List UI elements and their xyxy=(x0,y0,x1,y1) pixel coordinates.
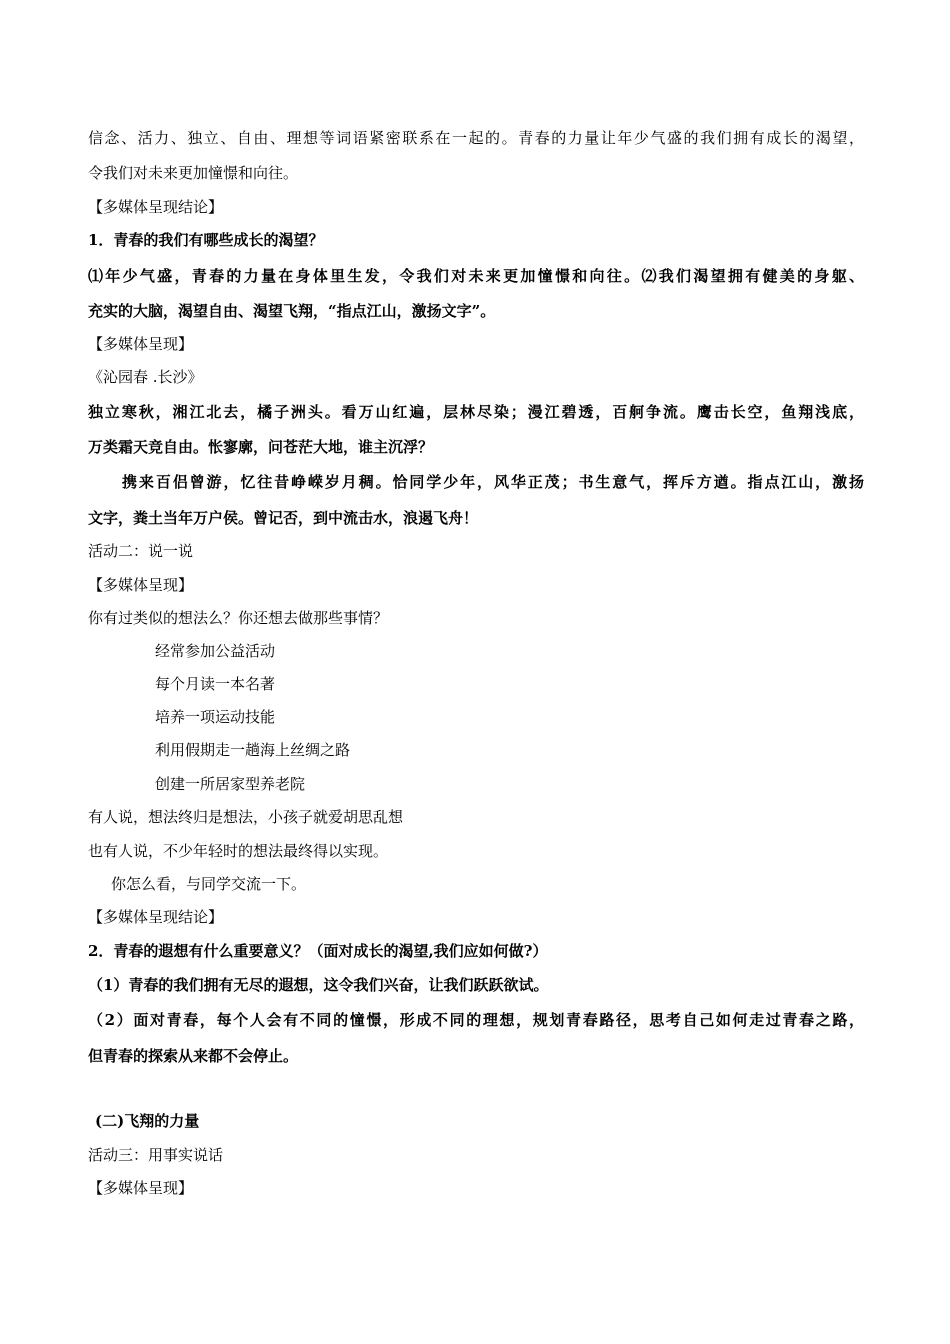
activity-heading: 活动三：用事实说话 xyxy=(88,1146,224,1164)
paragraph-line: 也有人说，不少年轻时的想法最终得以实现。 xyxy=(88,842,389,860)
section-heading: 【多媒体呈现】 xyxy=(88,576,194,594)
poem-line: 文字，粪土当年万户侯。曾记否，到中流击水，浪遏飞舟！ xyxy=(88,509,479,527)
list-item: 培养一项运动技能 xyxy=(155,708,276,726)
answer-line: 但青春的探索从来都不会停止。 xyxy=(88,1047,299,1065)
paragraph-line: 你怎么看，与同学交流一下。 xyxy=(111,875,307,893)
list-item: 利用假期走一趟海上丝绸之路 xyxy=(155,741,351,759)
list-item: 创建一所居家型养老院 xyxy=(155,775,306,793)
paragraph-line: 信念、活力、独立、自由、理想等词语紧密联系在一起的。青春的力量让年少气盛的我们拥有成长的渴望， xyxy=(88,129,864,147)
poem-title: 《沁园春 .长沙》 xyxy=(88,368,203,386)
section-heading: 【多媒体呈现结论】 xyxy=(88,908,224,926)
question-heading: 2．青春的遐想有什么重要意义？（面对成长的渴望,我们应如何做?） xyxy=(88,942,548,960)
question-text: 你有过类似的想法么？你还想去做那些事情？ xyxy=(88,609,389,627)
list-item: 经常参加公益活动 xyxy=(155,642,276,660)
answer-line: 充实的大脑，渴望自由、渴望飞翔，“指点江山，激扬文字”。 xyxy=(88,302,496,320)
section-heading: 【多媒体呈现结论】 xyxy=(88,198,224,216)
answer-line: （1）青春的我们拥有无尽的遐想，这令我们兴奋，让我们跃跃欲试。 xyxy=(88,976,549,994)
list-item: 每个月读一本名著 xyxy=(155,675,276,693)
paragraph-line: 令我们对未来更加憧憬和向往。 xyxy=(88,164,299,182)
answer-line: ⑴年少气盛，青春的力量在身体里生发，令我们对未来更加憧憬和向往。⑵我们渴望拥有健美的身躯、 xyxy=(88,267,864,285)
section-heading: 【多媒体呈现】 xyxy=(88,335,194,353)
poem-line: 万类霜天竞自由。怅寥廓，问苍茫大地，谁主沉浮？ xyxy=(88,438,434,456)
section-heading: 【多媒体呈现】 xyxy=(88,1179,194,1197)
paragraph-line: 有人说，想法终归是想法，小孩子就爱胡思乱想 xyxy=(88,808,404,826)
question-heading: 1．青春的我们有哪些成长的渴望？ xyxy=(88,231,324,249)
subsection-heading: (二)飞翔的力量 xyxy=(95,1112,200,1130)
activity-heading: 活动二：说一说 xyxy=(88,542,194,560)
poem-line: 携来百侣曾游，忆往昔峥嵘岁月稠。恰同学少年，风华正茂；书生意气，挥斥方遒。指点江山，激扬 xyxy=(122,473,864,491)
answer-line: （2）面对青春，每个人会有不同的憧憬，形成不同的理想，规划青春路径，思考自己如何走过青春之路， xyxy=(88,1011,864,1029)
poem-line: 独立寒秋，湘江北去，橘子洲头。看万山红遍，层林尽染；漫江碧透，百舸争流。鹰击长空，鱼翔浅底， xyxy=(88,403,864,421)
